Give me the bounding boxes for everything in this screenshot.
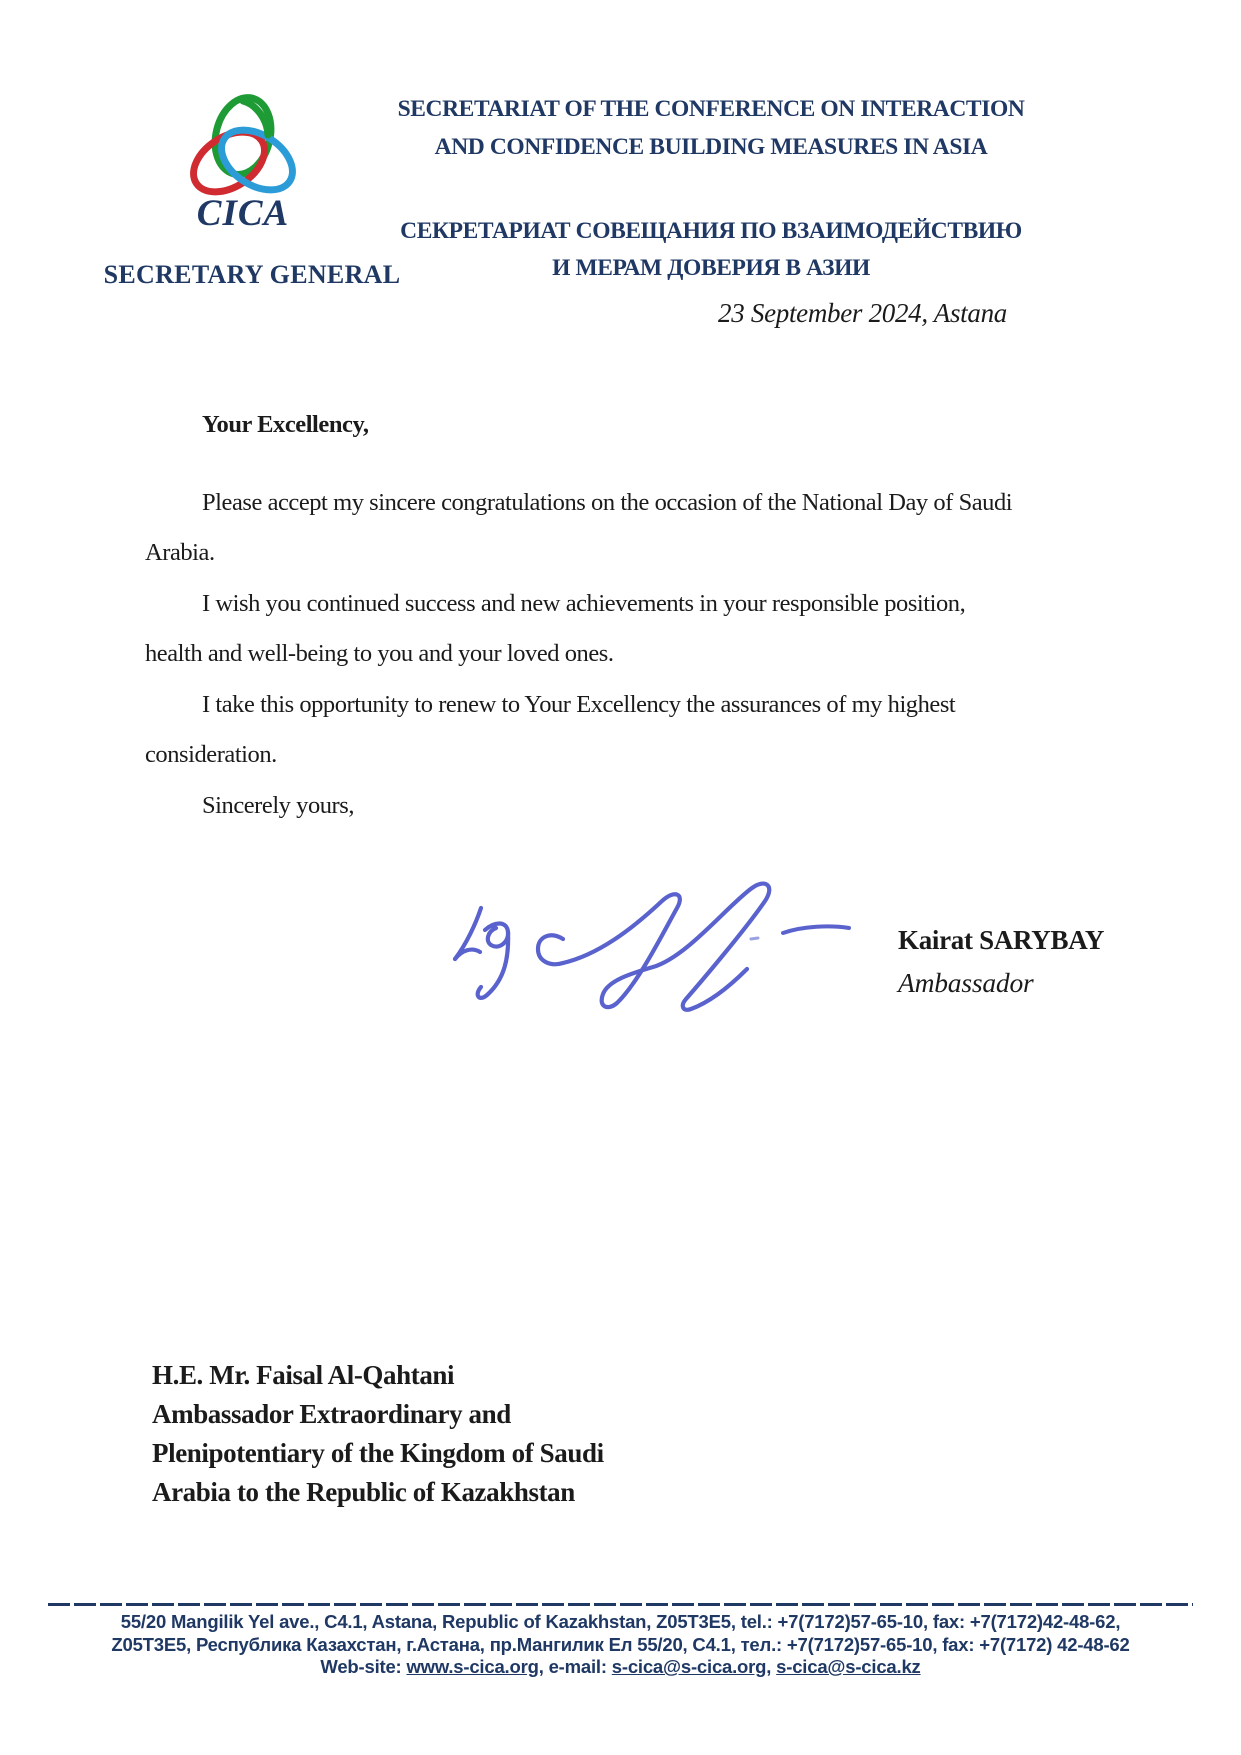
signature-icon: [445, 875, 865, 1015]
secretary-general-label: SECRETARY GENERAL: [103, 260, 401, 289]
recipient-line-4: Arabia to the Republic of Kazakhstan: [152, 1477, 575, 1507]
email-link-kz[interactable]: s-cica@s-cica.kz: [776, 1656, 921, 1677]
recipient-line-3: Plenipotentiary of the Kingdom of Saudi: [152, 1438, 604, 1468]
org-titles: [375, 90, 1047, 287]
cica-logo-icon: [183, 92, 303, 198]
org-title-en-line1: SECRETARIAT OF THE CONFERENCE ON INTERACTION: [397, 96, 1025, 122]
signer-title: Ambassador: [898, 967, 1034, 998]
email-link-org[interactable]: s-cica@s-cica.org: [611, 1656, 767, 1677]
signer-block: [898, 925, 1198, 999]
recipient-line-1: H.E. Mr. Faisal Al-Qahtani: [152, 1360, 455, 1390]
closing: Sincerely yours,: [202, 791, 355, 819]
org-title-en-line2: AND CONFIDENCE BUILDING MEASURES IN ASIA: [434, 134, 988, 160]
paragraph-1: Please accept my sincere congratulations on the occasion of the National Day of Saudi Arabia.: [145, 488, 1013, 566]
footer-line-1: 55/20 Mangilik Yel ave., C4.1, Astana, Republic of Kazakhstan, Z05T3E5, tel.: +7(7172)57-65-10, fax: +7(7172)42-48-62,: [120, 1611, 1121, 1632]
footer-line-2: Z05T3E5, Республика Казахстан, г.Астана, пр.Мангилик Ел 55/20, С4.1, тел.: +7(7172)57-65-10, fax: +7(7172) 42-48-62: [111, 1633, 1130, 1655]
website-link[interactable]: www.s-cica.org: [406, 1656, 539, 1677]
footer: [30, 1603, 1211, 1679]
recipient-block: [152, 1356, 712, 1512]
recipient-line-2: Ambassador Extraordinary and: [152, 1399, 511, 1429]
footer-email-label: , e-mail:: [538, 1656, 612, 1677]
salutation: Your Excellency,: [202, 411, 369, 438]
org-title-ru-line2: И МЕРАМ ДОВЕРИЯ В АЗИИ: [552, 255, 870, 281]
cica-wordmark: CICA: [196, 193, 290, 234]
org-title-en: [375, 90, 1047, 166]
footer-email-separator: ,: [766, 1656, 777, 1677]
footer-website-label: Web-site:: [320, 1656, 407, 1677]
footer-line-3: [30, 1656, 1211, 1679]
signer-name: Kairat SARYBAY: [898, 925, 1105, 955]
paragraph-3: I take this opportunity to renew to Your Excellency the assurances of my highest consideration.: [145, 690, 956, 768]
org-title-ru: [375, 213, 1047, 287]
paragraph-2: I wish you continued success and new achievements in your responsible position, health and well-being to you and your loved ones.: [145, 589, 966, 667]
footer-divider: [48, 1603, 1193, 1606]
dateline: 23 September 2024, Astana: [718, 298, 1007, 328]
org-title-ru-line1: СЕКРЕТАРИАТ СОВЕЩАНИЯ ПО ВЗАИМОДЕЙСТВИЮ: [400, 218, 1022, 244]
letter-body: [145, 400, 1020, 831]
